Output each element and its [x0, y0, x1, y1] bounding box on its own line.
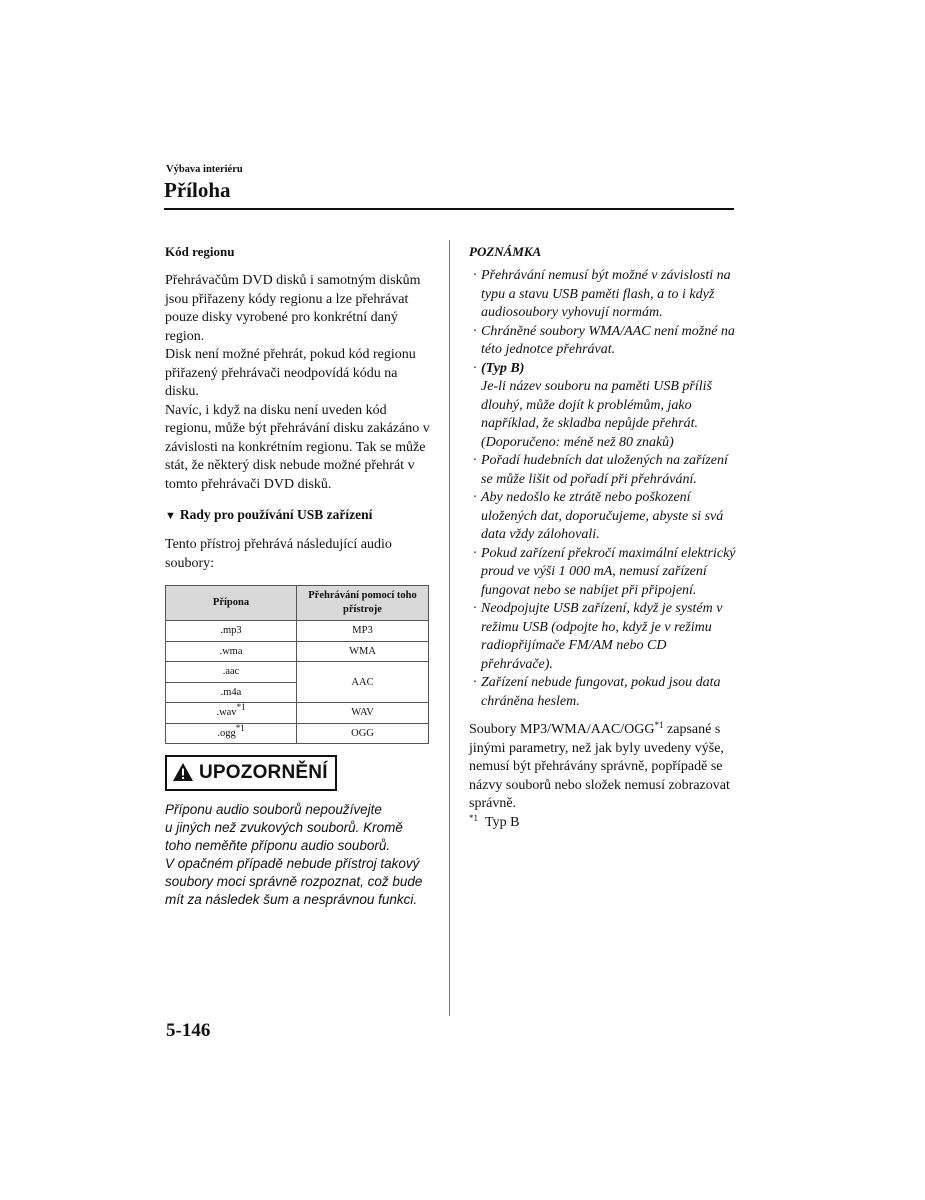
playback-cell: WAV	[297, 703, 429, 724]
caution-text	[165, 801, 433, 909]
region-paragraph: Navíc, i když na disku není uveden kód regionu, může být přehrávání disku zakázáno v závislosti na konkrétním regionu. Tak se může stát, že některý disk nebude možné přehrát v tomto přehrávači DVD disků.	[165, 402, 430, 492]
bullet: ·	[473, 453, 477, 468]
note-type-label: (Typ B)	[481, 360, 525, 376]
note-item	[469, 489, 737, 545]
right-column	[469, 243, 737, 832]
extension-cell	[166, 662, 297, 683]
playback-cell: WMA	[297, 641, 429, 662]
caution-line: toho neměňte příponu audio souborů.	[165, 838, 391, 853]
column-divider	[449, 240, 450, 1016]
section-label: Výbava interiéru	[166, 164, 243, 175]
bullet: ·	[473, 601, 477, 616]
extension-text: .mp3	[220, 625, 242, 637]
footnote-ref: *1	[235, 722, 245, 733]
footnote-ref: *1	[236, 702, 246, 713]
note-item	[469, 360, 737, 453]
unsupported-files-lead: Soubory MP3/WMA/AAC/OGG	[469, 722, 655, 737]
bullet: ·	[473, 490, 477, 505]
column-header-playback: Přehrávání pomocí toho přístroje	[297, 586, 429, 621]
playback-cell: OGG	[297, 723, 429, 744]
extension-cell	[166, 641, 297, 662]
note-item	[469, 545, 737, 601]
note-item	[469, 600, 737, 674]
note-text: Pořadí hudebních dat uložených na zařízení se může lišit od pořadí při přehrávání.	[481, 453, 728, 487]
note-text: Chráněné soubory WMA/AAC není možné na této jednotce přehrávat.	[481, 323, 735, 357]
bullet: ·	[473, 545, 477, 561]
title-rule	[164, 208, 734, 210]
usb-tips-heading	[165, 506, 433, 525]
extension-text: .ogg	[217, 727, 236, 739]
region-paragraph: Disk není možné přehrát, pokud kód regionu přiřazený přehrávači neodpovídá kódu na disku.	[165, 347, 416, 399]
bullet: ·	[473, 360, 477, 376]
extension-text: .wma	[219, 645, 243, 657]
table-header-row	[166, 586, 429, 621]
caution-label-box	[165, 755, 337, 791]
note-text: Aby nedošlo ke ztrátě nebo poškození uložených dat, doporučujeme, abyste si svá data vždy zálohovali.	[481, 490, 724, 542]
note-item	[469, 452, 737, 489]
unsupported-files-paragraph	[469, 721, 737, 814]
table-row	[166, 621, 429, 642]
note-text: Přehrávání nemusí být možné v závislosti na typu a stavu USB paměti flash, a to i když audiosoubory vyhovují normám.	[481, 268, 731, 320]
note-text: Zařízení nebude fungovat, pokud jsou data chráněna heslem.	[481, 675, 721, 709]
bullet: ·	[473, 675, 477, 690]
region-paragraph: Přehrávačům DVD disků i samotným diskům jsou přiřazeny kódy regionu a lze přehrávat pouze disky vyrobené pro konkrétní daný region.	[165, 273, 421, 344]
note-item	[469, 674, 737, 711]
usb-intro: Tento přístroj přehrává následující audio soubory:	[165, 537, 392, 571]
caution-line: soubory moci správně rozpoznat, což bude	[165, 874, 423, 889]
page-title: Příloha	[164, 178, 231, 202]
note-text: Neodpojujte USB zařízení, když je systém v režimu USB (odpojte ho, když je v režimu radiopřijímače FM/AM nebo CD přehrávače).	[481, 601, 723, 672]
warning-triangle-icon	[172, 762, 194, 782]
extension-cell	[166, 682, 297, 703]
audio-formats-table	[165, 585, 429, 744]
unsupported-files-text: zapsané s jinými parametry, než jak byly uvedeny výše, nemusí být přehrávány správně, popřípadě se názvy souborů nebo složek nemusí zobrazovat správně.	[469, 722, 730, 811]
note-item	[469, 267, 737, 323]
footnote-text: Typ B	[485, 814, 520, 830]
usb-tips-heading-text: Rady pro používání USB zařízení	[179, 507, 373, 522]
extension-text: .wav	[216, 707, 237, 719]
caution-line: mít za následek šum a nesprávnou funkci.	[165, 892, 418, 907]
footnote-mark: *1	[469, 812, 478, 823]
left-column	[165, 243, 433, 909]
note-text: Je-li název souboru na paměti USB příliš dlouhý, může dojít k problémům, jako například, že skladba nepůjde přehrát. (Doporučeno: méně než 80 znaků)	[481, 379, 712, 450]
table-row	[166, 662, 429, 683]
triangle-down-icon: ▼	[165, 510, 176, 522]
extension-cell	[166, 723, 297, 744]
note-heading: POZNÁMKA	[469, 244, 542, 259]
caution-line: u jiných než zvukových souborů. Kromě	[165, 820, 403, 835]
extension-text: .aac	[222, 666, 240, 678]
caution-label: UPOZORNĚNÍ	[199, 762, 328, 783]
note-text: Pokud zařízení překročí maximální elektrický proud ve výši 1 000 mA, nemusí zařízení fungovat nebo se nabíjet při připojení.	[481, 545, 736, 598]
footnote-ref: *1	[654, 720, 664, 730]
table-row	[166, 703, 429, 724]
playback-cell: AAC	[297, 662, 429, 703]
column-header-extension: Přípona	[166, 586, 297, 621]
caution-line: Příponu audio souborů nepoužívejte	[165, 802, 382, 817]
extension-text: .m4a	[220, 686, 242, 698]
region-code-heading: Kód regionu	[165, 244, 235, 259]
table-row	[166, 723, 429, 744]
extension-cell	[166, 703, 297, 724]
bullet: ·	[473, 323, 477, 339]
page-number: 5-146	[166, 1020, 211, 1041]
footnote	[469, 814, 737, 833]
playback-cell: MP3	[297, 621, 429, 642]
bullet: ·	[473, 268, 477, 283]
table-row	[166, 641, 429, 662]
note-item	[469, 323, 737, 360]
caution-line: V opačném případě nebude přístroj takový	[165, 856, 420, 871]
extension-cell	[166, 621, 297, 642]
